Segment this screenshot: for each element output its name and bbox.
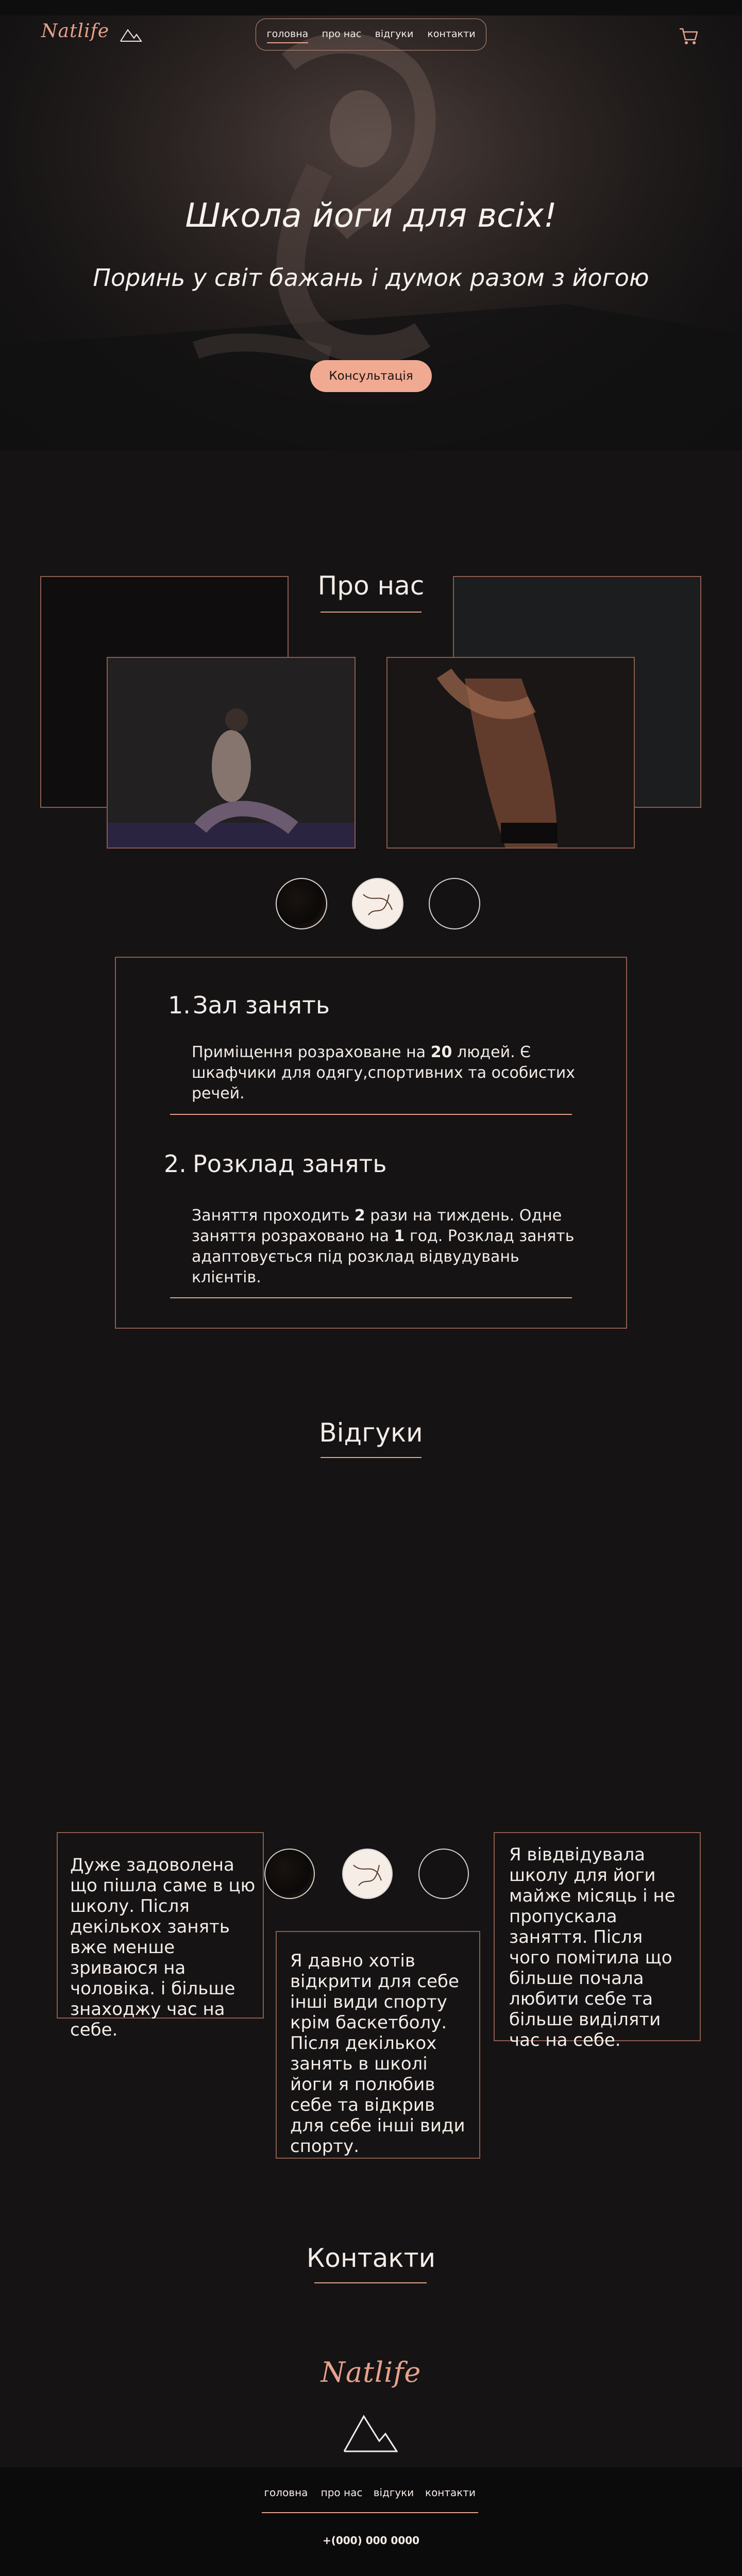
nav-item-about[interactable]: про нас xyxy=(322,28,362,40)
consultation-button[interactable]: Консультація xyxy=(310,360,432,392)
nav-item-home[interactable]: головна xyxy=(266,28,309,40)
info-item-2-number: 2. xyxy=(164,1150,187,1178)
contacts-title: Контакти xyxy=(306,2243,436,2273)
review-text-3: Я вівдвідувала школу для йоги майже місяць і не пропускала заняття. Після чого помітила що більше почала любити себе та більше виділяти час на себе. xyxy=(509,1844,676,2050)
review-card-1 xyxy=(57,1832,264,2040)
review-card-2 xyxy=(276,1931,480,2159)
hero-subtitle: Поринь у світ бажань і думок разом з йогою xyxy=(93,264,649,292)
reviews-title-underline xyxy=(321,1457,421,1458)
nav-item-contacts[interactable]: контакти xyxy=(427,28,476,40)
reviews-title: Відгуки xyxy=(319,1418,423,1448)
footer-link-reviews[interactable]: відгуки xyxy=(373,2486,414,2499)
swatch-circle-texture xyxy=(429,878,480,929)
cart-icon[interactable] xyxy=(678,26,699,46)
top-strip xyxy=(0,0,742,15)
info-item-2-title: Розклад занять xyxy=(193,1150,387,1178)
footer-logo[interactable]: Natlife xyxy=(321,2356,421,2388)
mountain-logo-icon xyxy=(120,27,142,42)
info-item-1-number: 1. xyxy=(168,991,191,1019)
mountain-footer-icon xyxy=(343,2414,398,2452)
about-yoga-photo-right xyxy=(386,657,635,849)
hero-title: Школа йоги для всіх! xyxy=(185,197,557,235)
info-item-1-divider xyxy=(170,1114,572,1115)
swatch-circle-dark xyxy=(276,878,327,929)
footer xyxy=(0,2467,742,2576)
about-title: Про нас xyxy=(317,571,425,601)
review-swatch-light xyxy=(342,1849,393,1899)
phone-number[interactable]: +(000) 000 0000 xyxy=(322,2534,420,2547)
contacts-title-underline xyxy=(314,2282,427,2283)
about-title-underline xyxy=(321,612,421,613)
nav-active-underline xyxy=(267,42,308,43)
footer-link-about[interactable]: про нас xyxy=(321,2486,363,2499)
review-card-3 xyxy=(494,1832,701,2050)
footer-nav-divider xyxy=(262,2512,478,2513)
footer-link-home[interactable]: головна xyxy=(264,2486,308,2499)
info-item-2-divider xyxy=(170,1297,572,1298)
logo[interactable]: Natlife xyxy=(41,21,110,42)
footer-link-contacts[interactable]: контакти xyxy=(425,2486,476,2499)
nav-item-reviews[interactable]: відгуки xyxy=(375,28,414,40)
swatch-circle-light xyxy=(352,878,403,929)
review-swatch-texture xyxy=(418,1849,469,1899)
about-yoga-photo-left xyxy=(107,657,356,849)
info-item-2-text: Заняття проходить 2 рази на тиждень. Одне заняття розраховано на 1 год. Розклад занять адаптовується під розклад відвудувань клієнтів. xyxy=(192,1207,575,1286)
info-item-1-text: Приміщення розраховане на 20 людей. Є шкафчики для одягу,спортивних та особистих речей. xyxy=(192,1043,576,1103)
info-item-1-title: Зал занять xyxy=(193,991,330,1019)
review-text-2: Я давно хотів відкрити для себе інші види спорту крім баскетболу. Після декількох занять в школі йоги я полюбив себе та відкрив для себе інші види спорту. xyxy=(290,1951,465,2157)
review-text-1: Дуже задоволена що пішла саме в цю школу. Після декількох занять вже менше зриваюся на чоловіка. і більше знаходжу час на себе. xyxy=(70,1855,256,2040)
review-swatch-dark xyxy=(264,1849,315,1899)
